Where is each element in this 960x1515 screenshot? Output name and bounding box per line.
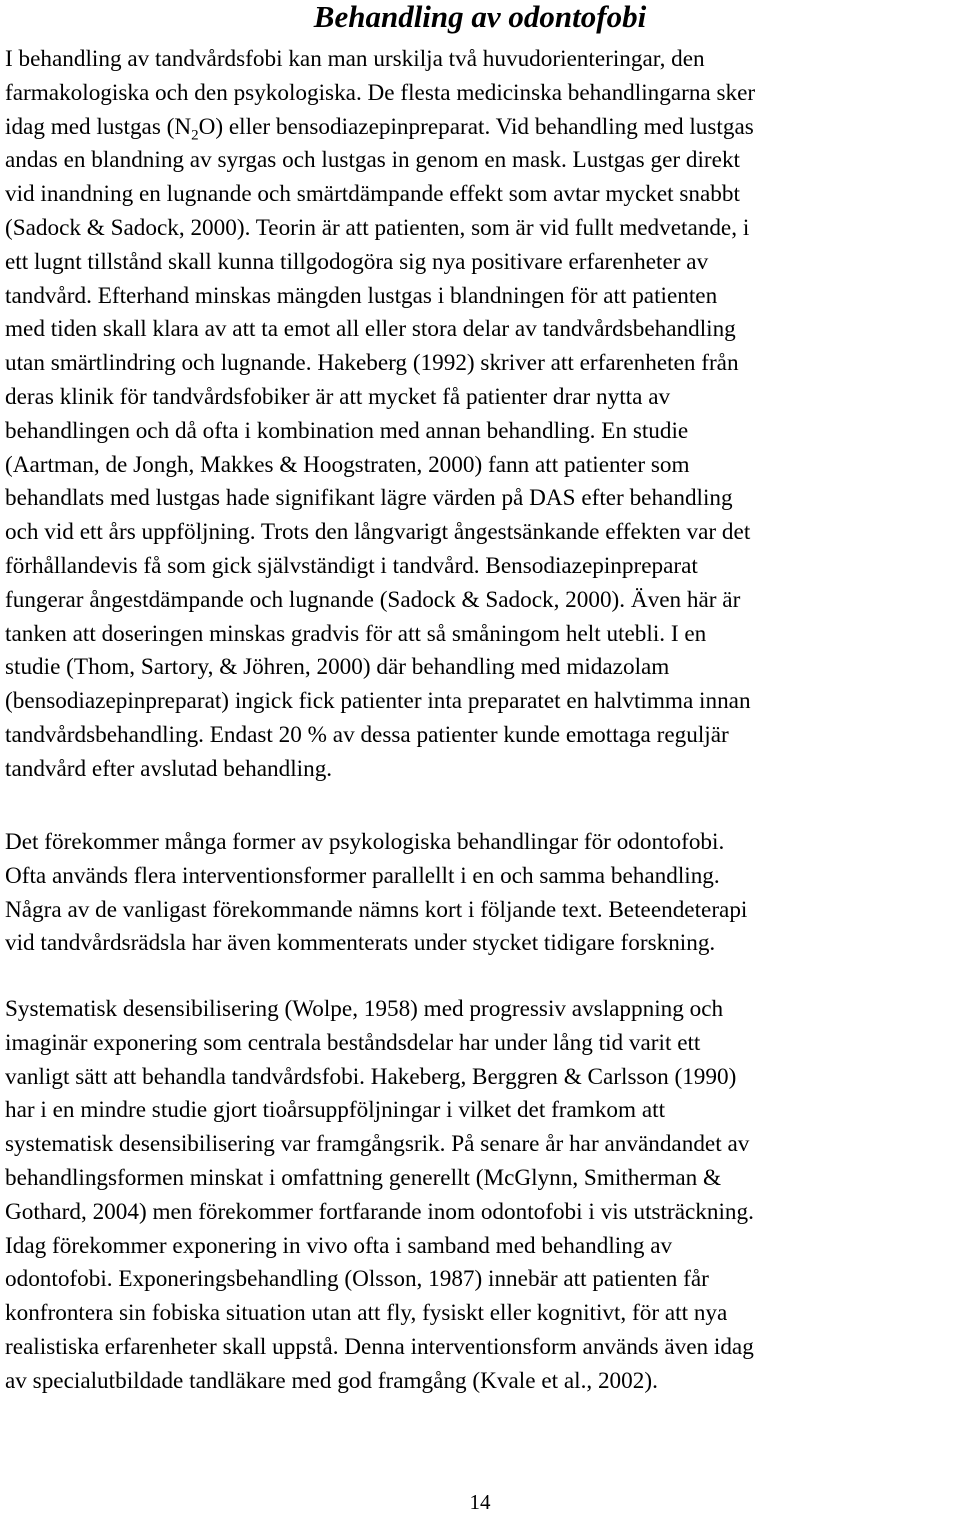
text-line: farmakologiska och den psykologiska. De flesta medicinska behandlingarna sker <box>5 79 756 106</box>
text-line: Idag förekommer exponering in vivo ofta i samband med behandling av <box>5 1232 673 1259</box>
text-line: andas en blandning av syrgas och lustgas in genom en mask. Lustgas ger direkt <box>5 147 740 174</box>
text-line: studie (Thom, Sartory, & Jöhren, 2000) där behandling med midazolam <box>5 654 670 681</box>
paragraph-pharmacological-treatment <box>5 43 957 787</box>
text-line: realistiska erfarenheter skall uppstå. Denna interventionsform används även idag <box>5 1333 754 1360</box>
text-line: ett lugnt tillstånd skall kunna tillgodogöra sig nya positivare erfarenheter av <box>5 248 709 275</box>
text-line: behandlingen och då ofta i kombination med annan behandling. En studie <box>5 417 689 444</box>
text-line: förhållandevis få som gick självständigt i tandvård. Bensodiazepinpreparat <box>5 552 698 579</box>
text-line: konfrontera sin fobiska situation utan att fly, fysiskt eller kognitivt, för att nya <box>5 1300 728 1327</box>
page-number: 14 <box>469 1490 491 1514</box>
text-line: Några av de vanligast förekommande nämns kort i följande text. Beteendeterapi <box>5 896 748 923</box>
text-line: Det förekommer många former av psykologiska behandlingar för odontofobi. <box>5 829 725 855</box>
text-line: imaginär exponering som centrala beståndsdelar har under lång tid varit ett <box>5 1029 701 1056</box>
text-line: med tiden skall klara av att ta emot all eller stora delar av tandvårdsbehandling <box>5 316 736 343</box>
text-line: och vid ett års uppföljning. Trots den långvarigt ångestsänkande effekten var det <box>5 519 751 546</box>
text-line: tandvårdsbehandling. Endast 20 % av dessa patienter kunde emottaga reguljär <box>5 721 729 748</box>
text-line: vid tandvårdsrädsla har även kommenterats under stycket tidigare forskning. <box>5 930 716 957</box>
text-line: (Aartman, de Jongh, Makkes & Hoogstraten, 2000) fann att patienter som <box>5 451 690 478</box>
text-line: av specialutbildade tandläkare med god framgång (Kvale et al., 2002). <box>5 1367 658 1394</box>
text-line: deras klinik för tandvårdsfobiker är att mycket få patienter drar nytta av <box>5 383 671 410</box>
text-line: Systematisk desensibilisering (Wolpe, 1958) med progressiv avslappning och <box>5 996 724 1022</box>
text-line: behandlingsformen minskat i omfattning generellt (McGlynn, Smitherman & <box>5 1164 722 1191</box>
text-line: (Sadock & Sadock, 2000). Teorin är att patienten, som är vid fullt medvetande, i <box>5 214 750 241</box>
text-line: fungerar ångestdämpande och lugnande (Sadock & Sadock, 2000). Även här är <box>5 586 741 613</box>
text-line: utan smärtlindring och lugnande. Hakeberg (1992) skriver att erfarenheten från <box>5 350 739 377</box>
paragraph-psychological-treatment <box>5 826 957 961</box>
paragraph-systematic-desensitization <box>5 993 957 1399</box>
text-line: Ofta används flera interventionsformer parallellt i en och samma behandling. <box>5 862 720 889</box>
text-line <box>5 111 957 145</box>
text-line: (bensodiazepinpreparat) ingick fick patienter inta preparatet en halvtimma innan <box>5 688 751 715</box>
text-segment: idag med lustgas (N <box>5 113 192 140</box>
text-line: vanligt sätt att behandla tandvårdsfobi. Hakeberg, Berggren & Carlsson (1990) <box>5 1063 737 1090</box>
text-line: behandlats med lustgas hade signifikant lägre värden på DAS efter behandling <box>5 485 733 512</box>
subscript-text: 2 <box>191 127 199 144</box>
text-line: har i en mindre studie gjort tioårsuppföljningar i vilket det framkom att <box>5 1097 666 1124</box>
text-line: I behandling av tandvårdsfobi kan man urskilja två huvudorienteringar, den <box>5 46 705 72</box>
text-line: odontofobi. Exponeringsbehandling (Olsson, 1987) innebär att patienten får <box>5 1266 709 1293</box>
text-line: tandvård efter avslutad behandling. <box>5 755 333 782</box>
text-segment: O) eller bensodiazepinpreparat. Vid behandling med lustgas <box>198 113 754 140</box>
page-title: Behandling av odontofobi <box>313 0 647 34</box>
text-line: tandvård. Efterhand minskas mängden lustgas i blandningen för att patienten <box>5 282 718 309</box>
text-line: Gothard, 2004) men förekommer fortfarande inom odontofobi i vis utsträckning. <box>5 1198 754 1225</box>
text-line: systematisk desensibilisering var framgångsrik. På senare år har användandet av <box>5 1131 750 1158</box>
text-line: vid inandning en lugnande och smärtdämpande effekt som avtar mycket snabbt <box>5 181 740 208</box>
text-line: tanken att doseringen minskas gradvis för att så småningom helt utebli. I en <box>5 620 707 647</box>
